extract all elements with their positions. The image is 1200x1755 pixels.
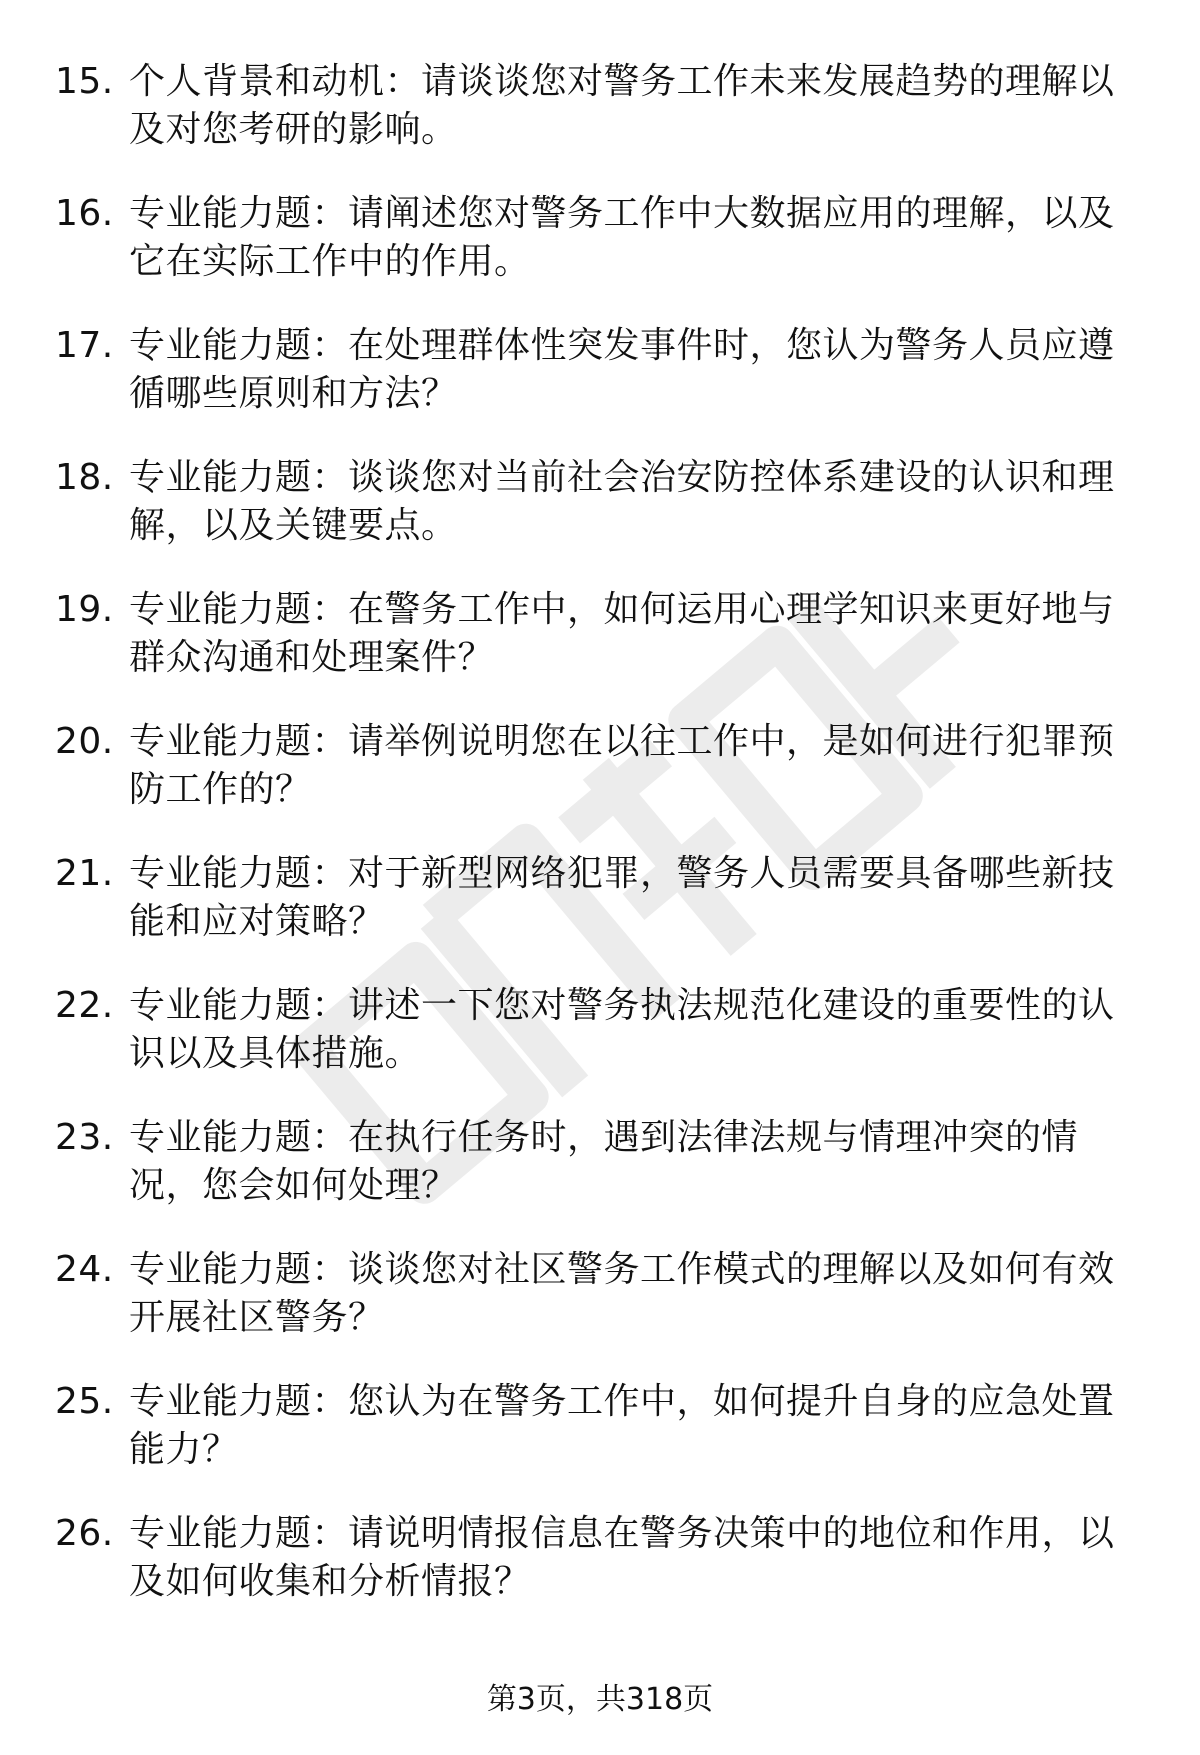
question-text: 专业能力题：请阐述您对警务工作中大数据应用的理解，以及它在实际工作中的作用。 xyxy=(129,193,1115,282)
question-number: 21. xyxy=(55,853,114,894)
question-number: 22. xyxy=(55,985,114,1026)
question-number: 18. xyxy=(55,457,114,498)
question-item xyxy=(55,58,1145,154)
question-text: 专业能力题：在处理群体性突发事件时，您认为警务人员应遵循哪些原则和方法？ xyxy=(129,325,1115,414)
question-item xyxy=(55,454,1145,550)
question-number: 16. xyxy=(55,193,114,234)
question-text: 专业能力题：谈谈您对当前社会治安防控体系建设的认识和理解，以及关键要点。 xyxy=(129,457,1115,546)
question-item xyxy=(55,586,1145,682)
question-number: 24. xyxy=(55,1249,114,1290)
question-item xyxy=(55,982,1145,1078)
question-number: 19. xyxy=(55,589,114,630)
question-number: 15. xyxy=(55,61,114,102)
question-item xyxy=(55,850,1145,946)
question-text: 专业能力题：请说明情报信息在警务决策中的地位和作用，以及如何收集和分析情报？ xyxy=(129,1513,1115,1602)
question-item xyxy=(55,1510,1145,1606)
question-list xyxy=(55,58,1145,1642)
question-text: 专业能力题：在警务工作中，如何运用心理学知识来更好地与群众沟通和处理案件？ xyxy=(129,589,1115,678)
question-number: 17. xyxy=(55,325,114,366)
question-item xyxy=(55,190,1145,286)
question-item xyxy=(55,718,1145,814)
question-text: 专业能力题：对于新型网络犯罪，警务人员需要具备哪些新技能和应对策略？ xyxy=(129,853,1115,942)
question-text: 专业能力题：请举例说明您在以往工作中，是如何进行犯罪预防工作的？ xyxy=(129,721,1115,810)
page-footer: 第3页，共318页 xyxy=(486,1682,714,1717)
question-item xyxy=(55,322,1145,418)
question-item xyxy=(55,1378,1145,1474)
question-number: 26. xyxy=(55,1513,114,1554)
question-number: 25. xyxy=(55,1381,114,1422)
question-number: 23. xyxy=(55,1117,114,1158)
question-item xyxy=(55,1114,1145,1210)
question-text: 专业能力题：您认为在警务工作中，如何提升自身的应急处置能力？ xyxy=(129,1381,1115,1470)
question-item xyxy=(55,1246,1145,1342)
question-number: 20. xyxy=(55,721,114,762)
question-text: 专业能力题：讲述一下您对警务执法规范化建设的重要性的认识以及具体措施。 xyxy=(129,985,1115,1074)
question-text: 个人背景和动机：请谈谈您对警务工作未来发展趋势的理解以及对您考研的影响。 xyxy=(129,61,1115,150)
question-text: 专业能力题：谈谈您对社区警务工作模式的理解以及如何有效开展社区警务？ xyxy=(129,1249,1115,1338)
question-text: 专业能力题：在执行任务时，遇到法律法规与情理冲突的情况，您会如何处理？ xyxy=(129,1117,1079,1206)
